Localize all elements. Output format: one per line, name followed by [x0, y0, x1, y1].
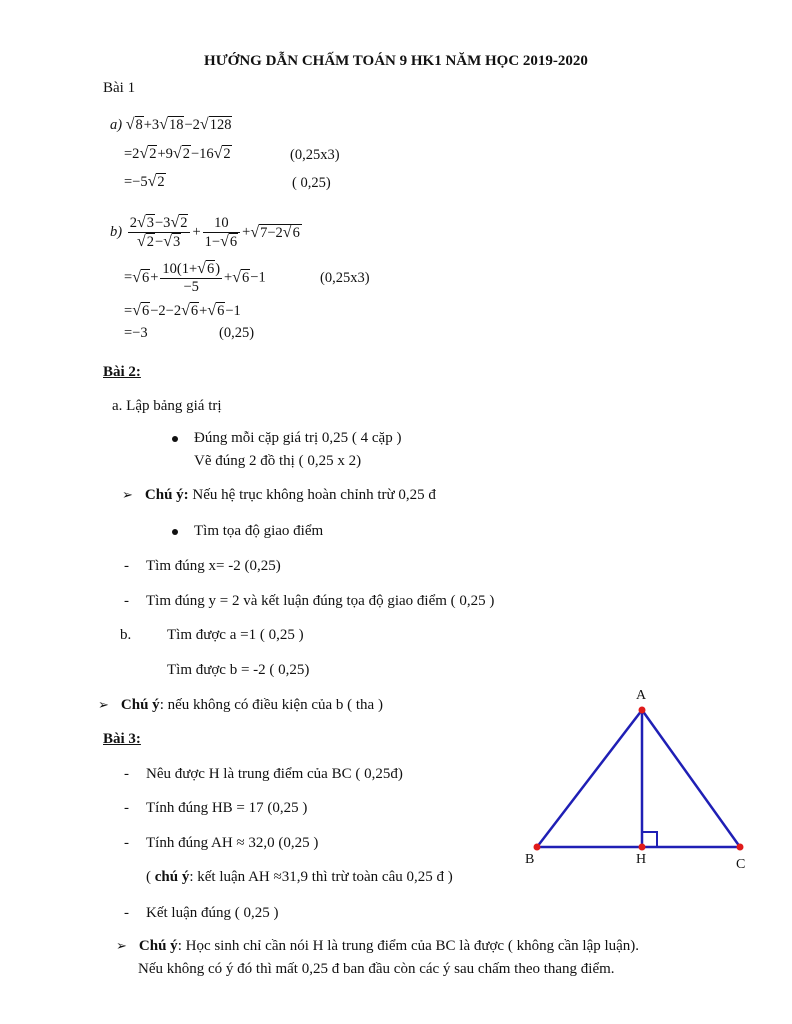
page-title: HƯỚNG DẪN CHẤM TOÁN 9 HK1 NĂM HỌC 2019-2020 [204, 53, 588, 69]
arrow-bullet-icon: ➢ [98, 697, 109, 712]
bai2-note1: ➢ Chú ý: Nếu hệ trục không hoàn chỉnh trừ 0,25 đ [122, 487, 436, 503]
bai3-final-note: ➢ Chú ý: Học sinh chỉ cần nói H là trung điểm của BC là được ( không cần lập luận). [116, 938, 640, 954]
bai2-dash2: - Tìm đúng y = 2 và kết luận đúng tọa độ giao điểm ( 0,25 ) [124, 593, 495, 609]
triangle-figure [515, 680, 765, 880]
radical: √8 [125, 116, 143, 133]
label-h: H [636, 852, 647, 867]
bai1-label: Bài 1 [103, 80, 136, 96]
bai1a-score1: (0,25x3) [290, 147, 340, 163]
point-c [737, 844, 744, 851]
bai1b-line2: =√6+ $\frac{10(1+√6)}{-5}$ +√6−1 [124, 260, 266, 295]
label-b: B [525, 852, 535, 867]
bai1b-line1: b) $\frac{2√3-3√2}{√2-√3}$ + $\frac{10}{1-√6}$ +√7−2√6 [110, 214, 300, 250]
bai3-dash4: - Kết luận đúng ( 0,25 ) [124, 905, 279, 921]
bai2-part-b-label: b. [120, 627, 132, 643]
bai2-b1: Tìm được a =1 ( 0,25 ) [167, 627, 304, 643]
bai2-bullet1: Đúng mỗi cặp giá trị 0,25 ( 4 cặp ) [172, 430, 401, 447]
bai1a-score2: ( 0,25) [292, 175, 331, 191]
fraction: $\frac{2√3-3√2}{√2-√3}$ [128, 214, 191, 251]
bai3-dash2: - Tính đúng HB = 17 (0,25 ) [124, 800, 308, 816]
dash-bullet: - [124, 593, 129, 609]
bai1a-line3: =−5√2 [124, 173, 165, 190]
label-c: C [736, 857, 746, 872]
bai2-b2: Tìm được b = -2 ( 0,25) [167, 662, 310, 678]
radical: √18 [159, 116, 184, 133]
bai2-dash1: - Tìm đúng x= -2 (0,25) [124, 558, 281, 574]
arrow-bullet-icon: ➢ [122, 487, 133, 502]
dash-bullet: - [124, 558, 129, 574]
bai3-dash1: - Nêu được H là trung điểm của BC ( 0,25đ) [124, 766, 403, 782]
radical: √128 [199, 116, 232, 133]
side-ab [537, 710, 642, 847]
point-h [639, 844, 646, 851]
bai2-label: Bài 2: [103, 364, 141, 380]
bai1b-score2: (0,25) [219, 325, 255, 341]
fraction: $\frac{10}{1-√6}$ [203, 215, 240, 251]
fraction: $\frac{10(1+√6)}{-5}$ [162, 260, 221, 295]
bai2-line2: Vẽ đúng 2 đồ thị ( 0,25 x 2) [194, 453, 362, 469]
bai3-final-note-line2: Nếu không có ý đó thì mất 0,25 đ ban đầu còn các ý sau chấm theo thang điểm. [138, 961, 615, 977]
bai1a-prefix: a) [110, 117, 123, 133]
bai1a-line2: =2√2+9√2−16√2 [124, 145, 231, 162]
bai2-bullet2: Tìm tọa độ giao điểm [172, 523, 323, 540]
point-b [534, 844, 541, 851]
bai2-part-a: a. Lập bảng giá trị [112, 398, 222, 414]
label-a: A [636, 688, 647, 703]
bullet-icon [172, 436, 178, 442]
bai2-note2: ➢ Chú ý: nếu không có điều kiện của b ( tha ) [98, 697, 383, 713]
bai3-label: Bài 3: [103, 731, 141, 747]
point-a [639, 707, 646, 714]
bai1b-score1: (0,25x3) [320, 270, 370, 286]
bullet-icon [172, 529, 178, 535]
bai3-note: ( chú ý: kết luận AH ≈31,9 thì trừ toàn câu 0,25 đ ) [146, 869, 453, 885]
bai1b-line3: =√6−2−2√6+√6−1 [124, 302, 241, 319]
bai1b-line4: =−3 [124, 325, 148, 341]
bai1a-line1: a) √8+3√18−2√128 [110, 116, 232, 133]
side-ac [642, 710, 740, 847]
arrow-bullet-icon: ➢ [116, 938, 127, 953]
bai3-dash3: - Tính đúng AH ≈ 32,0 (0,25 ) [124, 835, 319, 851]
